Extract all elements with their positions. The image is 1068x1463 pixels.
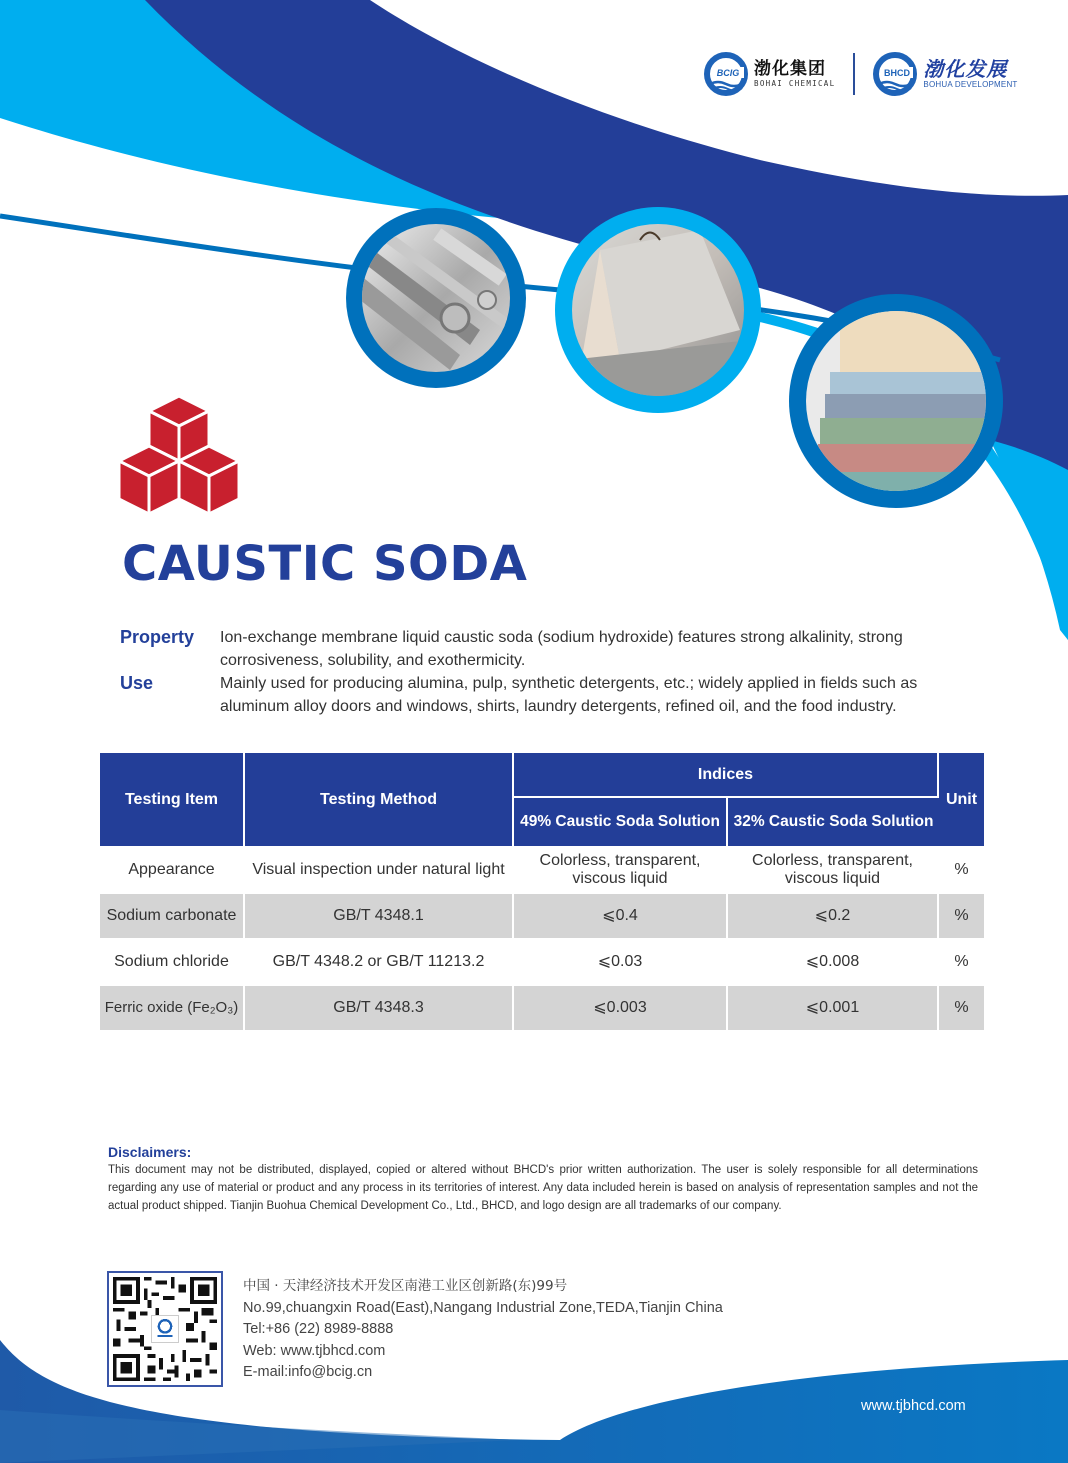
cell-32: ⩽0.008 (728, 940, 939, 986)
product-title: CAUSTIC SODA (122, 536, 528, 592)
cell-method: GB/T 4348.2 or GB/T 11213.2 (245, 940, 514, 986)
bhcd-name-cn: 渤化发展 (923, 57, 1008, 81)
cell-32: Colorless, transparent, viscous liquid (728, 848, 939, 894)
bcig-emblem-icon (704, 52, 748, 96)
property-text: Ion-exchange membrane liquid caustic soda (sodium hydroxide) features strong alkalinity, strong corrosiveness, solubility, and exothermicity. (220, 629, 903, 669)
disclaimer-text: This document may not be distributed, displayed, copied or altered without BHCD's prior written authorization. The user is solely responsible for all determinations regarding any use of material or product and any process in its territories of interest. Any data included herein is based on analysis of representation samples and not the actual product shipped. Tianjin Buohua Chemical Development Co., Ltd., BHCD, and logo design are all trademarks of our company. (108, 1164, 978, 1212)
qr-code-icon (109, 1273, 221, 1385)
cell-item: Sodium carbonate (100, 894, 245, 940)
cell-unit: % (939, 986, 984, 1032)
brand-logos (704, 52, 1018, 96)
cell-32: ⩽0.2 (728, 894, 939, 940)
aluminum-profiles-photo (346, 208, 526, 388)
cell-32: ⩽0.001 (728, 986, 939, 1032)
svg-text:BCIG: BCIG (716, 68, 740, 78)
property-label: Property (120, 627, 195, 647)
cell-49: Colorless, transparent, viscous liquid (514, 848, 728, 894)
email-link[interactable]: E-mail:info@bcig.cn (243, 1364, 373, 1380)
bcig-logo (704, 52, 835, 96)
use-text: Mainly used for producing alumina, pulp, synthetic detergents, etc.; widely applied in fields such as aluminum alloy doors and windows, shirts, laundry detergents, refined oil, and the food industry. (220, 675, 918, 715)
table-row (100, 894, 984, 940)
svg-text:BHCD: BHCD (884, 68, 911, 78)
use-row (120, 672, 980, 718)
website-link[interactable]: Web: www.tjbhcd.com (243, 1342, 386, 1359)
folded-textiles-photo (789, 294, 1003, 508)
bhcd-name-en: BOHUA DEVELOPMENT (923, 80, 1018, 89)
cell-unit: % (939, 940, 984, 986)
header-32-solution: 32% Caustic Soda Solution (728, 798, 939, 848)
table-row (100, 940, 984, 986)
cell-item: Ferric oxide (Fe₂O₃) (100, 986, 245, 1032)
cell-49: ⩽0.4 (514, 894, 728, 940)
cell-method: GB/T 4348.1 (245, 894, 514, 940)
cell-item: Sodium chloride (100, 940, 245, 986)
bhcd-logo (873, 52, 1017, 96)
address-en: No.99,chuangxin Road(East),Nangang Industrial Zone,TEDA,Tianjin China (243, 1299, 723, 1316)
footer-website-link[interactable]: www.tjbhcd.com (861, 1398, 966, 1414)
cell-method: Visual inspection under natural light (245, 848, 514, 894)
cell-49: ⩽0.03 (514, 940, 728, 986)
header-49-solution: 49% Caustic Soda Solution (514, 798, 728, 848)
table-row (100, 986, 984, 1032)
address-cn: 中国 · 天津经济技术开发区南港工业区创新路(东)99号 (243, 1278, 568, 1294)
header-unit: Unit (939, 753, 984, 848)
header-indices: Indices (514, 753, 939, 798)
cell-method: GB/T 4348.3 (245, 986, 514, 1032)
logo-divider (853, 53, 855, 95)
table-row (100, 848, 984, 894)
disclaimer (108, 1143, 978, 1215)
cell-item: Appearance (100, 848, 245, 894)
cell-unit: % (939, 848, 984, 894)
cubes-icon (118, 394, 242, 516)
header-testing-method: Testing Method (245, 753, 514, 848)
paper-stack-photo (555, 207, 761, 413)
property-row (120, 626, 980, 672)
product-description (120, 626, 980, 718)
header-testing-item: Testing Item (100, 753, 245, 848)
cell-unit: % (939, 894, 984, 940)
cell-49: ⩽0.003 (514, 986, 728, 1032)
qr-code[interactable] (107, 1271, 223, 1387)
specification-table (100, 753, 984, 1032)
disclaimer-title: Disclaimers: (108, 1144, 192, 1160)
bcig-name-en: BOHAI CHEMICAL (754, 79, 836, 88)
bcig-name-cn: 渤化集团 (754, 59, 826, 79)
bhcd-emblem-icon (873, 52, 917, 96)
telephone: Tel:+86 (22) 8989-8888 (243, 1321, 394, 1337)
use-label: Use (120, 673, 154, 693)
contact-info (243, 1276, 723, 1384)
